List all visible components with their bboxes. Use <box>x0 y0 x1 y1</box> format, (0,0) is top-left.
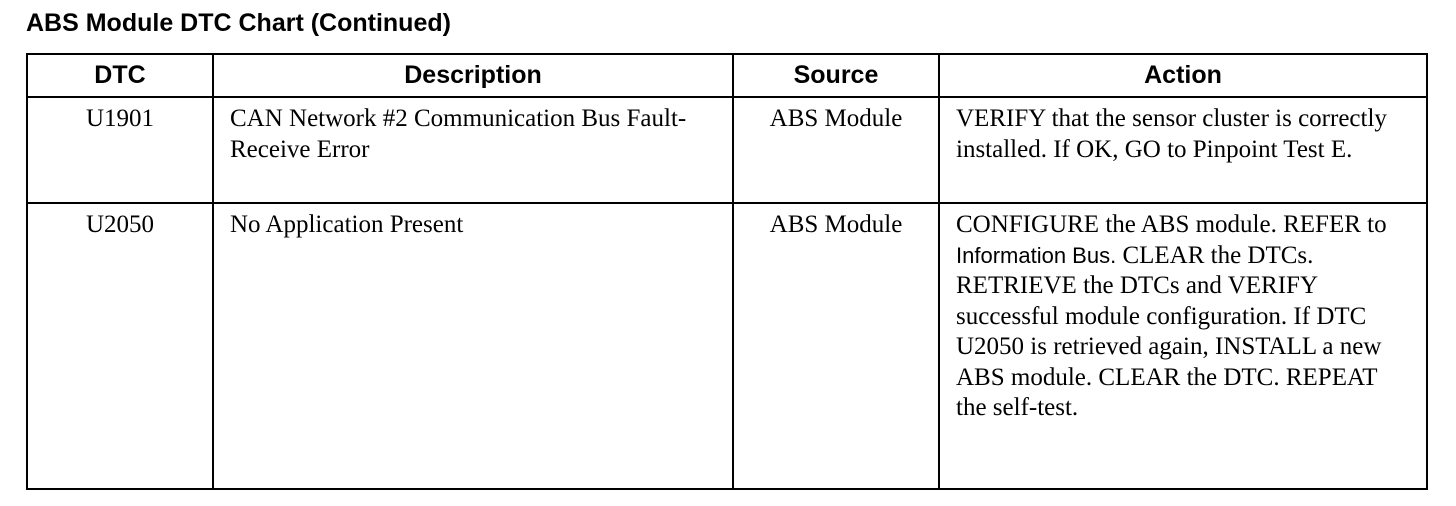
cell-description: No Application Present <box>213 203 733 489</box>
table-header-row <box>27 54 1427 97</box>
table-row <box>27 97 1427 203</box>
cell-dtc: U1901 <box>27 97 213 203</box>
cell-source: ABS Module <box>733 97 939 203</box>
cell-dtc: U2050 <box>27 203 213 489</box>
page-title: ABS Module DTC Chart (Continued) <box>26 9 451 37</box>
header-action: Action <box>939 54 1427 97</box>
cell-source: ABS Module <box>733 203 939 489</box>
header-dtc: DTC <box>27 54 213 97</box>
table-row <box>27 203 1427 489</box>
action-text-after: CLEAR the DTCs. RETRIEVE the DTCs and VERIFY successful module configuration. If DTC U2050 is retrieved again, INSTALL a new ABS module. CLEAR the DTC. REPEAT the self-test. <box>956 241 1382 421</box>
dtc-table <box>26 53 1428 490</box>
cell-action: VERIFY that the sensor cluster is correctly installed. If OK, GO to Pinpoint Test E. <box>939 97 1427 203</box>
cell-description: CAN Network #2 Communication Bus Fault-Receive Error <box>213 97 733 203</box>
header-source: Source <box>733 54 939 97</box>
information-bus-reference-link[interactable]: Information Bus. <box>956 242 1117 268</box>
header-description: Description <box>213 54 733 97</box>
cell-action <box>939 203 1427 489</box>
action-text-before: CONFIGURE the ABS module. REFER to <box>956 211 1387 238</box>
